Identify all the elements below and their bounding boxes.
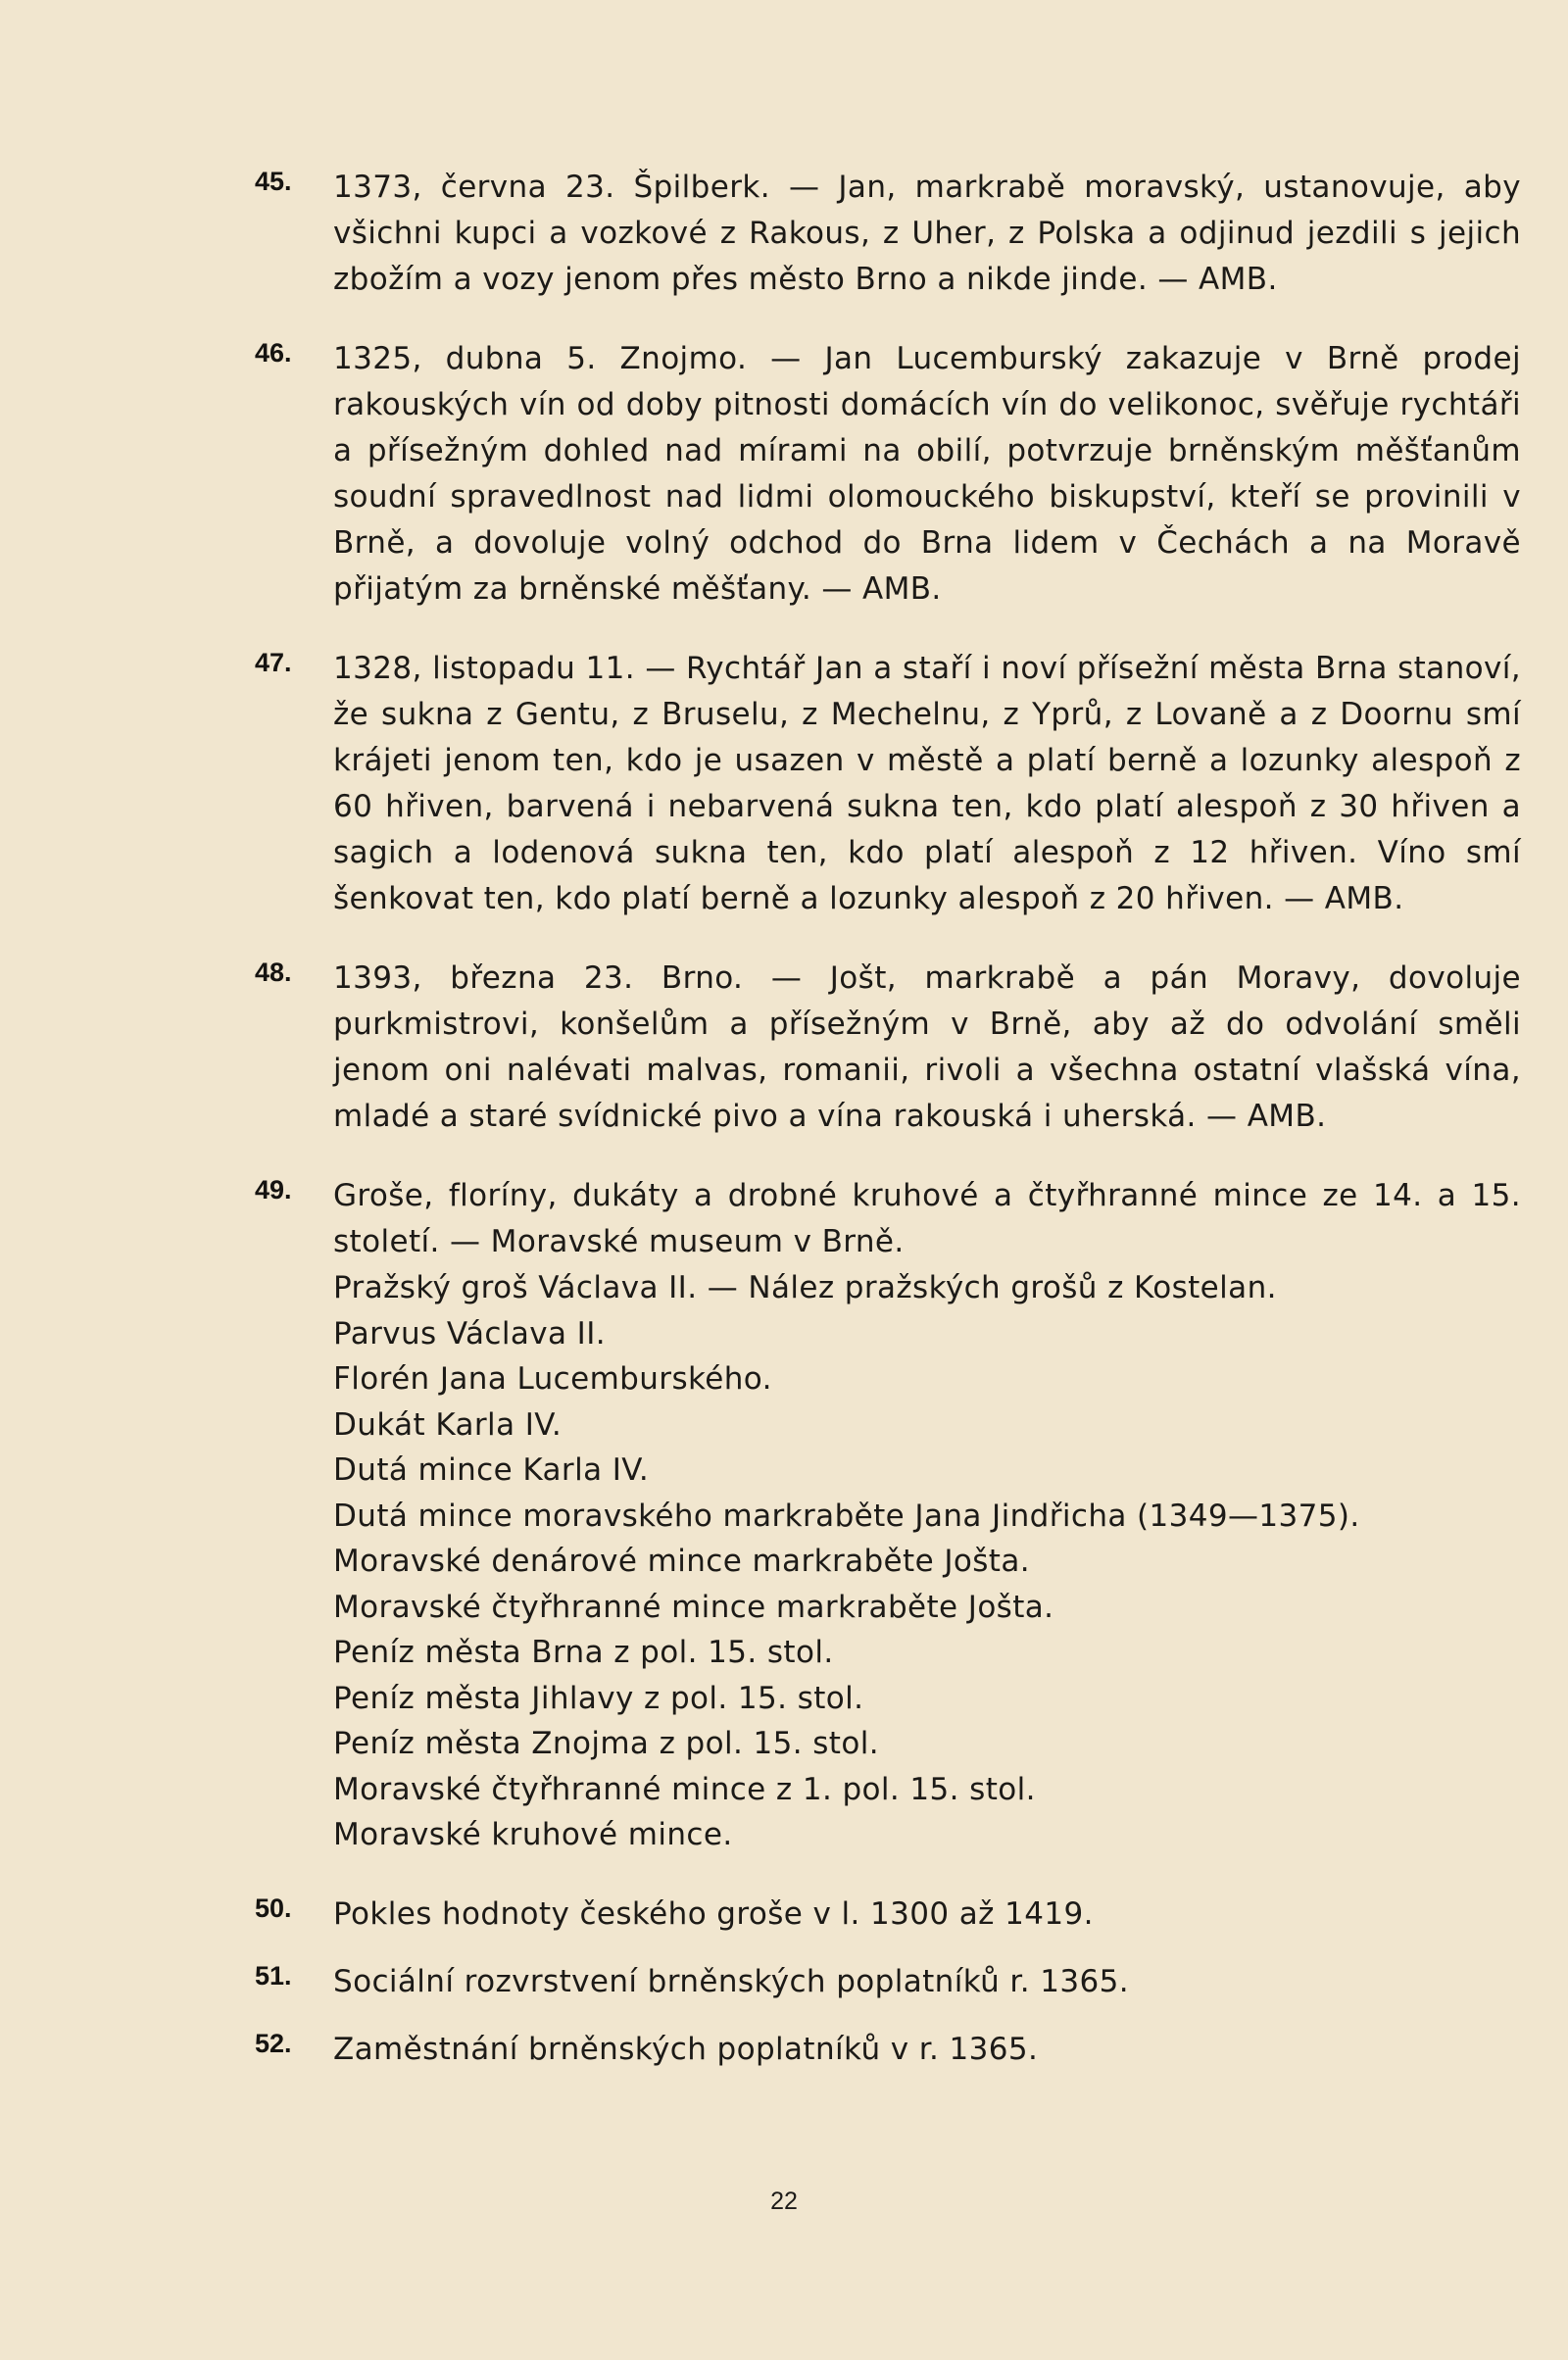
coin-list-item: Dutá mince moravského markraběte Jana Jindřicha (1349—1375).	[333, 1498, 1360, 1534]
entry-number: 46.	[255, 338, 292, 368]
entry-51	[255, 1959, 1521, 2005]
entry-text: 1393, března 23. Brno. — Jošt, markrabě a pán Moravy, dovoluje purkmistrovi, konšelům a přísežným v Brně, aby až do odvolání směli jenom oni nalévati malvas, romanii, rivoli a všechna ostatní vlašská vína, mladé a staré svídnické pivo a vína rakouská i uherská. — AMB.	[333, 960, 1521, 1134]
entry-number: 48.	[255, 958, 292, 987]
entry-text: Sociální rozvrstvení brněnských poplatníků r. 1365.	[333, 1963, 1129, 1999]
entry-text: 1325, dubna 5. Znojmo. — Jan Lucemburský zakazuje v Brně prodej rakouských vín od doby pitnosti domácích vín do velikonoc, svěřuje rychtáři a přísežným dohled nad mírami na obilí, potvrzuje brněnským měšťanům soudní spravedlnost nad lidmi olomouckého biskupství, kteří se provinili v Brně, a dovoluje volný odchod do Brna lidem v Čechách a na Moravě přijatým za brněnské měšťany. — AMB.	[333, 341, 1521, 607]
coin-list-item: Moravské denárové mince markraběte Jošta.	[333, 1544, 1030, 1579]
coin-list-item: Dutá mince Karla IV.	[333, 1452, 650, 1488]
coin-list-item: Parvus Václava II.	[333, 1315, 607, 1352]
entry-45	[255, 165, 1521, 303]
entry-49	[255, 1173, 1521, 1858]
coin-list-item: Moravské čtyřhranné mince z 1. pol. 15. stol.	[333, 1771, 1036, 1807]
coin-list-item: Dukát Karla IV.	[333, 1406, 563, 1443]
coin-list-item: Peníz města Jihlavy z pol. 15. stol.	[333, 1680, 864, 1716]
entry-text: Pokles hodnoty českého groše v l. 1300 až 1419.	[333, 1895, 1094, 1932]
entry-number: 50.	[255, 1893, 292, 1923]
coin-list-item: Peníz města Znojma z pol. 15. stol.	[333, 1726, 879, 1761]
entry-number: 52.	[255, 2028, 292, 2058]
coin-list-item: Peníz města Brna z pol. 15. stol.	[333, 1635, 834, 1670]
entry-50	[255, 1892, 1521, 1938]
entry-48	[255, 956, 1521, 1140]
entry-text: Groše, floríny, dukáty a drobné kruhové a čtyřhranné mince ze 14. a 15. století. — Moravské museum v Brně.	[333, 1178, 1521, 1259]
coin-list-item: Pražský groš Václava II. — Nález pražských grošů z Kostelan.	[333, 1270, 1277, 1305]
page-number: 22	[770, 2188, 798, 2215]
coin-list-item: Moravské kruhové mince.	[333, 1817, 733, 1852]
entry-text: Zaměstnání brněnských poplatníků v r. 1365.	[333, 2031, 1039, 2067]
entry-text: 1373, června 23. Špilberk. — Jan, markrabě moravský, ustanovuje, aby všichni kupci a vozkové z Rakous, z Uher, z Polska a odjinud jezdili s jejich zbožím a vozy jenom přes město Brno a nikde jinde. — AMB.	[333, 170, 1521, 297]
entry-text: 1328, listopadu 11. — Rychtář Jan a staří i noví přísežní města Brna stanoví, že sukna z Gentu, z Bruselu, z Mechelnu, z Yprů, z Lovaně a z Doornu smí krájeti jenom ten, kdo je usazen v městě a platí berně a lozunky alespoň z 60 hřiven, barvená i nebarvená sukna ten, kdo platí alespoň z 30 hřiven a sagich a lodenová sukna ten, kdo platí alespoň z 12 hřiven. Víno smí šenkovat ten, kdo platí berně a lozunky alespoň z 20 hřiven. — AMB.	[333, 651, 1521, 916]
coin-list-item: Moravské čtyřhranné mince markraběte Jošta.	[333, 1589, 1054, 1625]
entry-46	[255, 336, 1521, 613]
entry-number: 51.	[255, 1960, 292, 1991]
entry-number: 49.	[255, 1175, 292, 1205]
entry-47	[255, 646, 1521, 922]
entry-number: 47.	[255, 648, 292, 677]
entry-52	[255, 2027, 1521, 2073]
coin-list-item: Florén Jana Lucemburského.	[333, 1361, 772, 1397]
entry-number: 45.	[255, 167, 292, 196]
